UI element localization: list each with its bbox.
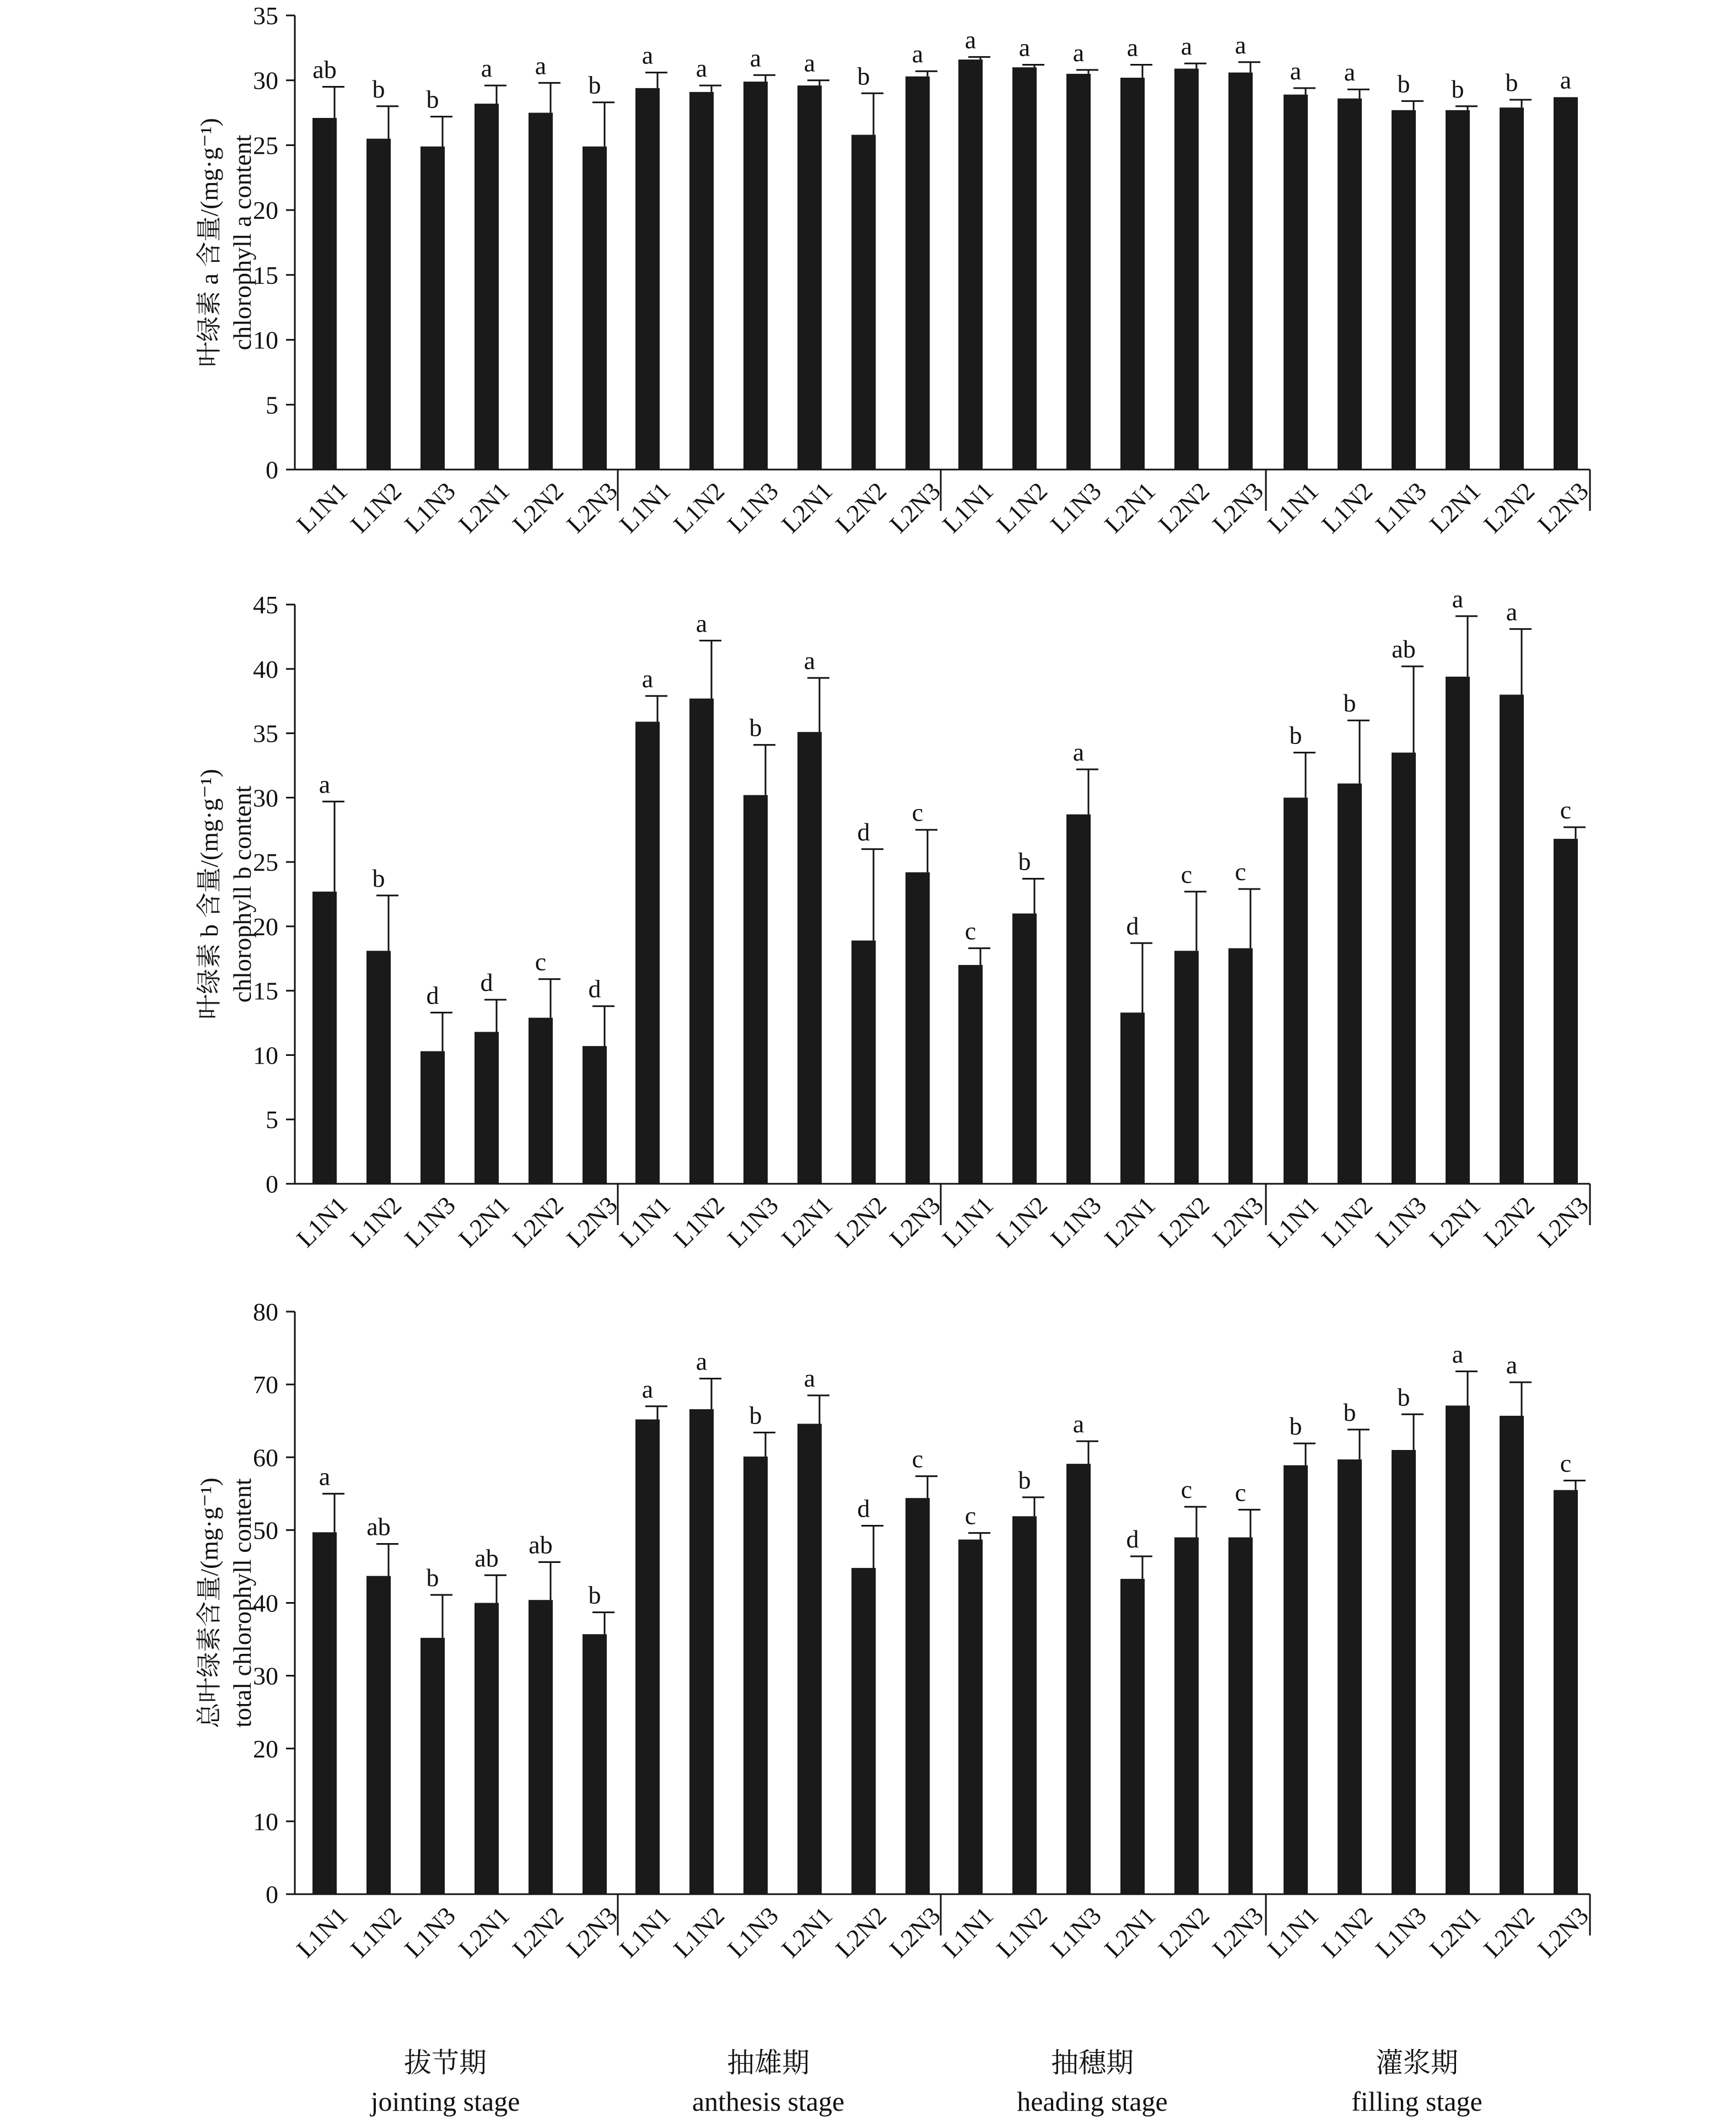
significance-letter: a [696,1347,708,1376]
y-tick-label: 35 [253,719,278,748]
significance-letter: a [641,41,654,69]
y-tick-label: 30 [253,1662,278,1690]
x-tick-label: L1N2 [668,1901,730,1964]
x-tick-label: L2N2 [507,1901,569,1964]
significance-letter: b [1343,1398,1356,1427]
bar [1174,1538,1199,1894]
significance-letter: b [588,71,601,99]
x-tick-label: L1N1 [937,1191,999,1253]
significance-letter: b [749,1401,762,1430]
bar [1174,69,1199,470]
bar [529,1018,553,1184]
x-tick-label: L1N3 [399,1901,461,1964]
significance-letter: c [912,798,924,827]
bar [689,1409,714,1894]
significance-letter: a [1072,1410,1085,1438]
significance-letter: a [804,646,816,675]
significance-letter: a [641,664,654,693]
significance-letter: c [535,947,547,976]
x-tick-label: L1N2 [1316,477,1378,539]
bar [797,732,822,1184]
significance-letter: a [319,770,331,799]
stage-label-cn: 灌浆期 [1376,2047,1458,2078]
significance-letter: a [1452,585,1464,613]
significance-letter: a [964,25,977,54]
significance-letter: b [1018,1465,1031,1494]
bar [366,1576,391,1894]
bar [743,82,768,470]
bar [1066,74,1091,470]
x-tick-label: L1N1 [1262,477,1324,539]
y-tick-label: 10 [253,1041,278,1070]
y-tick-label: 30 [253,66,278,95]
x-tick-label: L2N3 [561,477,623,539]
x-tick-label: L1N3 [399,1191,461,1253]
bar [1500,694,1524,1184]
significance-letter: c [1234,858,1247,886]
y-axis-label-en: chlorophyll b content [228,785,256,1003]
y-tick-label: 25 [253,848,278,877]
significance-letter: a [1072,737,1085,766]
significance-letter: d [480,968,493,997]
significance-letter: c [964,1501,977,1530]
bar [1120,78,1145,470]
x-tick-label: L2N1 [453,477,515,539]
x-tick-label: L2N1 [1099,1191,1161,1253]
bar [475,1603,499,1895]
significance-letter: b [857,62,870,90]
x-tick-label: L1N2 [345,477,407,539]
x-tick-label: L2N3 [884,1901,946,1964]
x-tick-label: L2N1 [1424,1191,1486,1253]
bar [1338,784,1362,1184]
y-tick-label: 60 [253,1443,278,1472]
bar [583,1634,607,1894]
significance-letter: c [1180,1475,1193,1504]
bar [1174,951,1199,1184]
significance-letter: c [912,1444,924,1473]
bar [1554,1490,1578,1894]
significance-letter: b [426,85,439,114]
y-axis-label-en: total chlorophyll content [228,1478,256,1728]
bar [1446,110,1470,470]
bar [475,1032,499,1184]
significance-letter: b [1505,68,1518,97]
significance-letter: ab [1392,635,1416,664]
significance-letter: a [1560,66,1572,94]
stage-label-cn: 拔节期 [404,2047,487,2078]
significance-letter: b [1343,689,1356,718]
x-tick-label: L1N3 [399,477,461,539]
bar [312,118,337,470]
x-tick-label: L2N2 [830,477,892,539]
x-tick-label: L2N2 [1478,477,1540,539]
x-tick-label: L1N3 [722,477,784,539]
significance-letter: a [1126,33,1139,62]
x-tick-label: L1N1 [1262,1191,1324,1253]
x-tick-label: L1N3 [722,1901,784,1964]
x-tick-label: L1N3 [1370,477,1432,539]
chart-panel-total-chlorophyll [195,1298,1594,1963]
bar [689,92,714,470]
bar [851,1568,876,1894]
stage-labels [370,2047,1482,2117]
bar [635,88,660,470]
x-tick-label: L1N2 [1316,1901,1378,1964]
significance-letter: a [1072,38,1085,67]
bar [851,941,876,1184]
stage-label-en: jointing stage [370,2086,520,2117]
bar [1284,1465,1308,1894]
bar [1012,67,1037,470]
bar [1500,1416,1524,1894]
y-tick-label: 30 [253,784,278,812]
bar [1284,797,1308,1184]
bar [1012,914,1037,1184]
bar [635,1420,660,1894]
significance-letter: a [696,609,708,638]
x-tick-label: L1N3 [1045,1191,1107,1253]
significance-letter: a [1234,30,1247,59]
y-tick-label: 35 [253,2,278,30]
bar [1066,1464,1091,1894]
x-tick-label: L1N2 [345,1901,407,1964]
significance-letter: b [426,1563,439,1592]
y-axis-label-cn: 叶绿素 b 含量/(mg·g⁻¹) [195,769,223,1020]
bar [529,113,553,470]
x-tick-label: L1N2 [1316,1191,1378,1253]
significance-letter: a [1290,56,1302,85]
y-tick-label: 15 [253,261,278,289]
bar [1392,110,1416,470]
bar [905,1498,930,1894]
significance-letter: a [535,51,547,80]
x-tick-label: L2N3 [1207,1191,1269,1253]
x-tick-label: L1N1 [291,1191,353,1253]
bar [583,1046,607,1184]
bar [1120,1012,1145,1184]
y-tick-label: 0 [266,1880,278,1908]
significance-letter: a [481,54,493,83]
significance-letter: c [1180,860,1193,888]
x-tick-label: L2N3 [1532,1191,1594,1253]
significance-letter: a [1180,32,1193,61]
bar [1012,1516,1037,1894]
x-tick-label: L2N3 [884,477,946,539]
y-axis-label-cn: 叶绿素 a 含量/(mg·g⁻¹) [195,117,223,368]
bar [1392,1450,1416,1894]
significance-letter: c [1560,796,1572,824]
bar [958,60,983,470]
bar [312,892,337,1184]
x-tick-label: L2N2 [507,477,569,539]
x-tick-label: L2N1 [776,477,838,539]
stage-label-en: anthesis stage [692,2086,845,2117]
y-tick-label: 20 [253,1734,278,1763]
bar [1338,99,1362,470]
bar [1284,95,1308,470]
y-tick-label: 80 [253,1298,278,1326]
bar [635,722,660,1184]
significance-letter: a [1506,597,1518,626]
y-tick-label: 40 [253,655,278,683]
x-tick-label: L2N3 [561,1191,623,1253]
bar [743,795,768,1184]
bar [905,77,930,470]
bar [366,951,391,1184]
significance-letter: d [1126,912,1139,940]
x-tick-label: L2N2 [1153,477,1215,539]
bar [1228,948,1253,1184]
bar [1554,97,1578,470]
x-tick-label: L1N1 [291,1901,353,1964]
x-tick-label: L2N3 [1532,1901,1594,1964]
x-tick-label: L1N3 [1370,1191,1432,1253]
significance-letter: a [319,1462,331,1491]
x-tick-label: L2N1 [776,1191,838,1253]
x-tick-label: L1N2 [345,1191,407,1253]
y-tick-label: 10 [253,326,278,354]
bar [1446,677,1470,1184]
x-tick-label: L2N1 [1424,1901,1486,1964]
bar [797,1424,822,1894]
significance-letter: d [857,817,870,846]
bar [1338,1459,1362,1894]
y-tick-label: 5 [266,391,278,419]
significance-letter: b [1397,69,1410,98]
x-tick-label: L1N1 [937,477,999,539]
significance-letter: b [1018,847,1031,876]
significance-letter: b [372,74,385,103]
significance-letter: a [1452,1340,1464,1368]
significance-letter: d [857,1494,870,1523]
x-tick-label: L1N2 [668,1191,730,1253]
stage-label-en: heading stage [1017,2086,1168,2117]
significance-letter: ab [529,1530,553,1559]
x-tick-label: L2N2 [507,1191,569,1253]
bar [851,135,876,470]
y-tick-label: 5 [266,1106,278,1134]
bar [420,147,445,470]
significance-letter: c [1560,1449,1572,1478]
y-axis-label-cn: 总叶绿素含量/(mg·g⁻¹) [195,1478,223,1728]
x-tick-label: L2N3 [884,1191,946,1253]
significance-letter: a [696,54,708,83]
x-tick-label: L1N1 [614,477,676,539]
x-tick-label: L1N3 [1370,1901,1432,1964]
bar [312,1532,337,1894]
significance-letter: a [1344,58,1356,87]
x-tick-label: L2N2 [830,1901,892,1964]
x-tick-label: L1N3 [1045,477,1107,539]
bar [475,104,499,470]
bar [1120,1579,1145,1894]
significance-letter: a [641,1374,654,1403]
significance-letter: ab [366,1512,391,1541]
bar [420,1638,445,1894]
y-tick-label: 50 [253,1516,278,1545]
x-tick-label: L1N1 [937,1901,999,1964]
x-tick-label: L1N2 [991,477,1053,539]
significance-letter: b [1289,1412,1302,1441]
x-tick-label: L1N1 [291,477,353,539]
significance-letter: d [588,974,601,1003]
x-tick-label: L2N1 [453,1191,515,1253]
y-tick-label: 70 [253,1371,278,1399]
significance-letter: c [1234,1478,1247,1507]
x-tick-label: L2N1 [1099,1901,1161,1964]
significance-letter: b [1451,74,1464,103]
y-tick-label: 10 [253,1807,278,1836]
y-tick-label: 25 [253,131,278,160]
bar [1500,107,1524,470]
x-tick-label: L2N2 [830,1191,892,1253]
bar [583,147,607,470]
significance-letter: ab [475,1544,499,1572]
bar [743,1457,768,1894]
bar [797,85,822,470]
bar [1554,839,1578,1184]
x-tick-label: L1N1 [614,1191,676,1253]
x-tick-label: L1N2 [668,477,730,539]
significance-letter: a [912,40,924,68]
significance-letter: a [750,44,762,72]
significance-letter: d [1126,1524,1139,1553]
bar [958,1540,983,1894]
x-tick-label: L2N3 [1207,477,1269,539]
x-tick-label: L2N1 [1424,477,1486,539]
y-tick-label: 40 [253,1589,278,1617]
x-tick-label: L2N1 [776,1901,838,1964]
chart-panel-chlorophyll-b [195,585,1594,1253]
x-tick-label: L2N1 [453,1901,515,1964]
significance-letter: a [804,1363,816,1392]
x-tick-label: L1N2 [991,1901,1053,1964]
y-axis-label-en: chlorophyll a content [228,134,256,351]
x-tick-label: L1N1 [614,1901,676,1964]
significance-letter: ab [312,55,337,84]
x-tick-label: L1N1 [1262,1901,1324,1964]
x-tick-label: L1N2 [991,1191,1053,1253]
y-tick-label: 45 [253,591,278,619]
chart-panel-chlorophyll-a [195,2,1594,538]
x-tick-label: L2N3 [1532,477,1594,539]
bar [1228,73,1253,470]
bar [420,1051,445,1184]
y-tick-label: 15 [253,977,278,1005]
x-tick-label: L2N3 [561,1901,623,1964]
y-tick-label: 0 [266,1170,278,1198]
bar [905,872,930,1184]
x-tick-label: L1N3 [1045,1901,1107,1964]
significance-letter: b [372,864,385,892]
bar [529,1600,553,1894]
bar [958,965,983,1184]
x-tick-label: L2N2 [1153,1901,1215,1964]
x-tick-label: L1N3 [722,1191,784,1253]
y-tick-label: 20 [253,912,278,941]
bar [1066,815,1091,1184]
x-tick-label: L2N2 [1478,1191,1540,1253]
stage-label-cn: 抽雄期 [727,2047,810,2078]
x-tick-label: L2N2 [1478,1901,1540,1964]
bar [1228,1538,1253,1894]
significance-letter: a [1506,1351,1518,1379]
y-tick-label: 20 [253,196,278,225]
bar [1392,753,1416,1184]
y-tick-label: 0 [266,456,278,484]
significance-letter: a [804,48,816,77]
stage-label-en: filling stage [1351,2086,1482,2117]
significance-letter: a [1018,33,1031,62]
stage-label-cn: 抽穗期 [1051,2047,1134,2078]
significance-letter: b [749,713,762,742]
significance-letter: b [1289,721,1302,750]
significance-letter: b [1397,1383,1410,1411]
x-tick-label: L2N3 [1207,1901,1269,1964]
significance-letter: c [964,916,977,945]
bar [689,698,714,1184]
significance-letter: d [426,981,439,1010]
significance-letter: b [588,1581,601,1609]
x-tick-label: L2N1 [1099,477,1161,539]
bar [1446,1405,1470,1894]
bar [366,139,391,470]
x-tick-label: L2N2 [1153,1191,1215,1253]
